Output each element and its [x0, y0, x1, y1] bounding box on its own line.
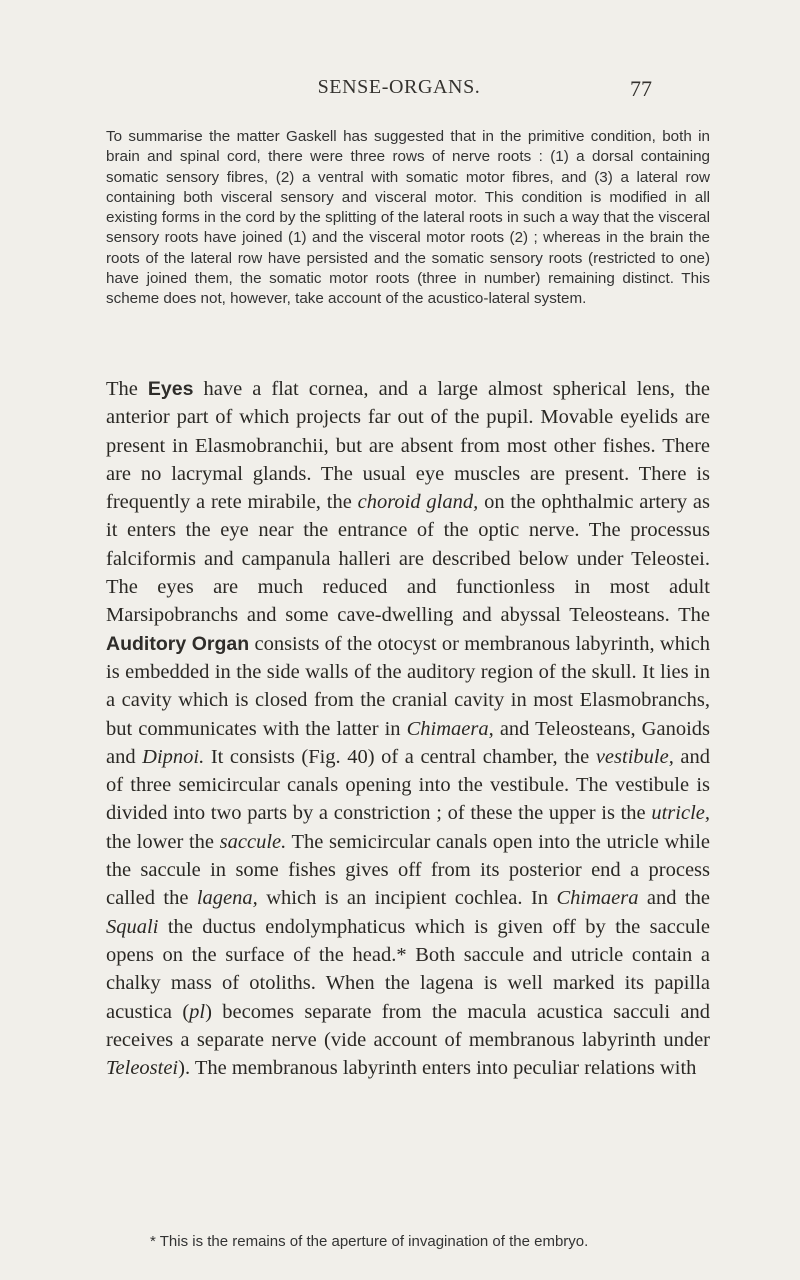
italic-term: vestibule,: [595, 745, 674, 768]
text-run: and Teleosteans, Ganoids and: [106, 717, 710, 768]
text-run: ). The membranous labyrinth enters into peculiar relations with: [178, 1057, 697, 1080]
text-run: ) becomes separate from the macula acustica sacculi and receives a separate nerve (vide account of membranous labyrinth under: [106, 1000, 710, 1051]
text-run: the lower the: [106, 830, 220, 853]
text-run: on the ophthalmic artery as it enters the eye near the entrance of the optic nerve. The processus falciformis and campanula halleri are described below under Teleostei. The eyes are much reduced and functionless in most adult Marsipobranchs and some cave-dwelling and abyssal Teleosteans. The: [106, 491, 710, 627]
italic-term: Squali: [106, 915, 159, 938]
text-run: the ductus endolymphaticus which is given off by the saccule opens on the surface of the head.* Both saccule and utricle contain a chalky mass of otoliths. When the lagena is well marked its papilla acustica (: [106, 915, 710, 1023]
italic-term: saccule.: [219, 830, 287, 853]
text-run: It consists (Fig. 40) of a central chamber, the: [204, 745, 596, 768]
text-run: have a flat cornea, and a large almost spherical lens, the anterior part of which projects far out of the pupil. Movable eyelids are present in Elasmobranchii, but are absent from most other fishes. There are no lacrymal glands. The usual eye muscles are present. There is frequently a rete mirabile, the: [106, 378, 710, 514]
eyes-heading: Eyes: [147, 378, 194, 400]
page-header: [98, 76, 700, 106]
page-number: 77: [630, 76, 652, 101]
text-run: and of three semicircular canals opening into the vestibule. The vestibule is divided into two parts by a constriction ; of these the upper is the: [106, 745, 710, 825]
italic-term: Teleostei: [106, 1057, 179, 1080]
text-run: The semicircular canals open into the utricle while the saccule in some fishes gives off from its posterior end a process called the: [106, 830, 710, 910]
main-paragraph: [106, 375, 710, 1082]
italic-term: Chimaera: [556, 887, 639, 910]
footnote: * This is the remains of the aperture of invagination of the embryo.: [150, 1233, 589, 1250]
summary-paragraph: To summarise the matter Gaskell has suggested that in the primitive condition, both in brain and spinal cord, there were three rows of nerve roots : (1) a dorsal containing somatic sensory fibres, (2) a ventral with somatic motor fibres, and (3) a lateral row containing both visceral sensory and visceral motor. This condition is modified in all existing forms in the cord by the splitting of the lateral roots in such a way that the visceral sensory roots have joined (1) and the visceral motor roots (2) ; whereas in the brain the roots of the lateral row have persisted and the somatic sensory roots (restricted to one) have joined them, the somatic motor roots (three in number) remaining distinct. This scheme does not, however, take account of the acustico-lateral system.: [106, 128, 710, 308]
text-run: which is an incipient cochlea. In: [257, 887, 557, 910]
italic-term: choroid gland,: [357, 491, 479, 514]
italic-term: Chimaera,: [406, 717, 494, 740]
italic-term: pl: [189, 1000, 206, 1023]
text-run: consists of the otocyst or membranous labyrinth, which is embedded in the side walls of the auditory region of the skull. It lies in a cavity which is closed from the cranial cavity in most Elasmobranchs, but communicates with the latter in: [106, 632, 710, 740]
italic-term: lagena,: [196, 887, 258, 910]
auditory-organ-heading: Auditory Organ: [106, 632, 250, 655]
italic-term: utricle,: [651, 802, 710, 825]
text-run: and the: [638, 887, 710, 910]
italic-term: Dipnoi.: [142, 745, 205, 768]
running-head: SENSE-ORGANS.: [317, 76, 481, 98]
text-run: The: [106, 378, 148, 400]
